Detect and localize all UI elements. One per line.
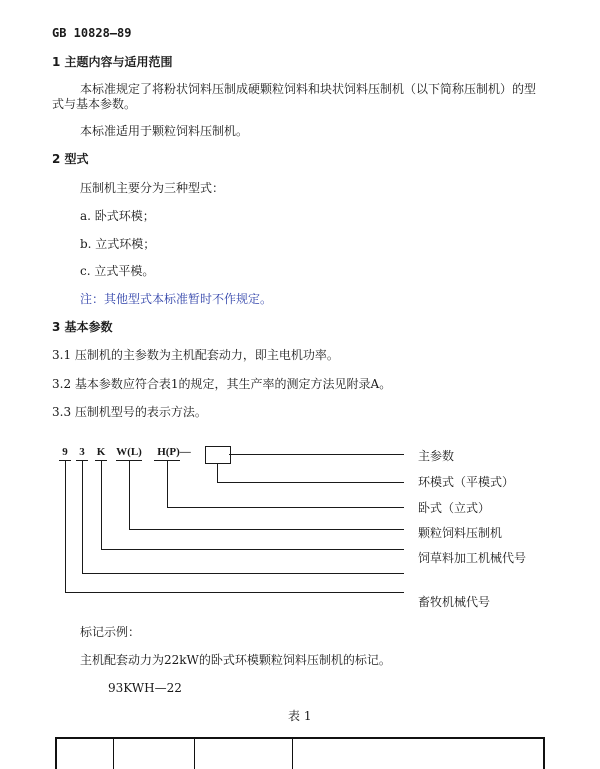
table-column-divider	[194, 737, 195, 769]
clause-3-2: 3.2 基本参数应符合表1的规定，其生产率的测定方法见附录A。	[52, 377, 392, 391]
code-9: 9	[62, 446, 68, 458]
type-item-c: c. 立式平模。	[80, 264, 155, 278]
leader-ring-mold-h	[217, 482, 404, 483]
clause-3-3: 3.3 压制机型号的表示方法。	[52, 405, 207, 419]
table-column-divider	[113, 737, 114, 769]
section-1-scope: 本标准适用于颗粒饲料压制机。	[80, 124, 249, 138]
leader-pellet-h	[129, 529, 404, 530]
label-main-parameter: 主参数	[418, 449, 455, 463]
table-right-border	[543, 737, 545, 769]
leader-outer-h	[65, 592, 404, 593]
type-item-a: a. 卧式环模；	[80, 209, 155, 223]
section-2-intro: 压制机主要分为三种型式：	[80, 181, 225, 195]
clause-3-1: 3.1 压制机的主参数为主机配套动力，即主电机功率。	[52, 348, 339, 362]
table-caption: 表 1	[288, 709, 312, 723]
label-horizontal: 卧式（立式）	[418, 501, 491, 515]
code-h-p: H(P)—	[157, 446, 191, 458]
section-2-note: 注：其他型式本标准暂时不作规定。	[80, 292, 273, 306]
table-column-divider	[292, 737, 293, 769]
table-left-border	[55, 737, 57, 769]
leader-horizontal-v	[167, 461, 168, 508]
leader-forage-v	[101, 461, 102, 550]
leader-pellet-v	[129, 461, 130, 530]
example-intro: 标记示例：	[80, 625, 141, 639]
leader-main-parameter	[229, 454, 404, 455]
leader-horizontal-h	[167, 507, 404, 508]
label-pellet-machine: 颗粒饲料压制机	[418, 526, 503, 540]
section-2-title: 2 型式	[52, 152, 89, 166]
example-description: 主机配套动力为22kW的卧式环模颗粒饲料压制机的标记。	[80, 653, 391, 667]
code-k: K	[96, 446, 106, 458]
label-animal-code: 畜牧机械代号	[418, 595, 491, 609]
table-top-border	[55, 737, 544, 739]
standard-code: GB 10828—89	[52, 26, 132, 40]
section-1-paragraph-line1: 本标准规定了将粉状饲料压制成硬颗粒饲料和块状饲料压制机（以下简称压制机）的型	[80, 82, 537, 96]
leader-animal-v	[82, 461, 83, 574]
leader-outer-v	[65, 461, 66, 593]
leader-forage-h	[101, 549, 404, 550]
leader-animal-h	[82, 573, 404, 574]
example-code: 93KWH—22	[108, 681, 182, 695]
section-3-title: 3 基本参数	[52, 320, 113, 334]
type-item-b: b. 立式环模；	[80, 237, 156, 251]
section-1-title: 1 主题内容与适用范围	[52, 55, 173, 69]
label-ring-mold: 环模式（平模式）	[418, 475, 515, 489]
leader-ring-mold-v	[217, 463, 218, 483]
label-forage-code: 饲草料加工机械代号	[418, 551, 527, 565]
code-w-l: W(L)	[116, 446, 142, 458]
main-parameter-box	[205, 446, 231, 464]
section-1-paragraph-line2: 式与基本参数。	[52, 97, 137, 111]
code-3: 3	[79, 446, 85, 458]
